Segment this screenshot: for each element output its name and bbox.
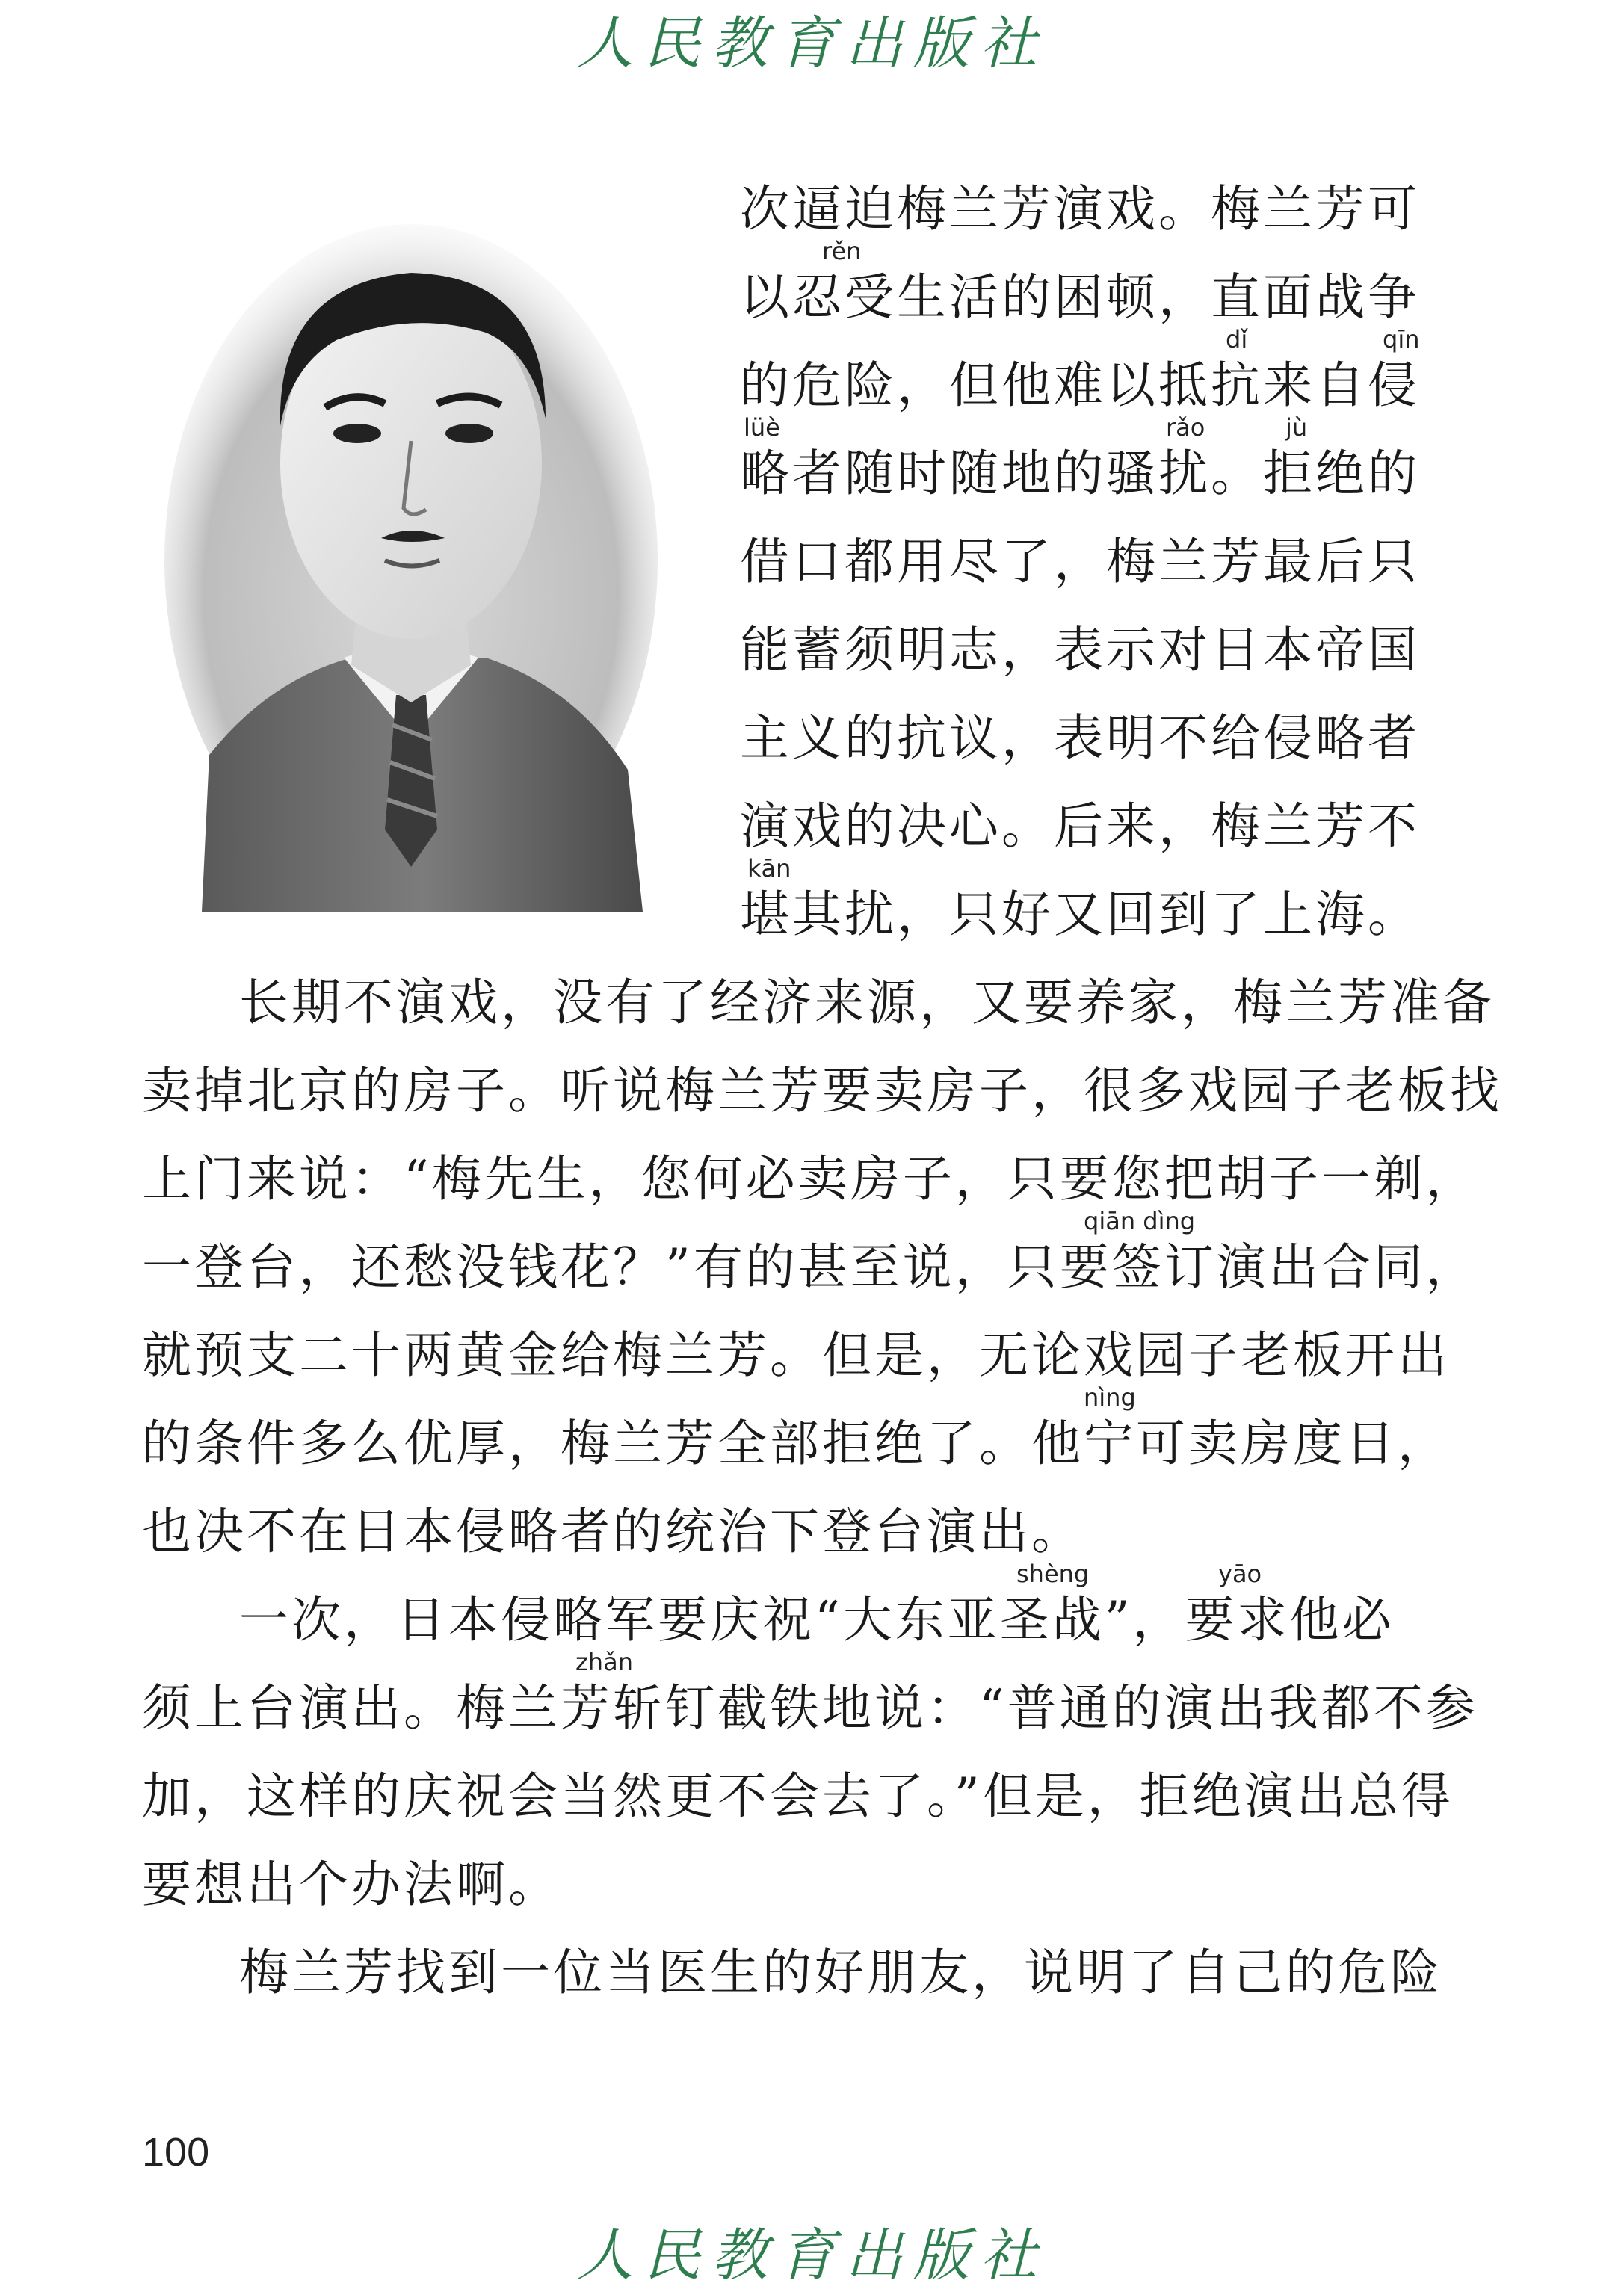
text-line: 要想出个办法啊。 (142, 1856, 561, 1913)
portrait-illustration (157, 172, 680, 912)
text-line: 堪其扰，只好又回到了上海。 (740, 886, 1420, 943)
pinyin-annotation: yāo (1218, 1560, 1262, 1588)
pinyin-annotation: kān (747, 854, 791, 883)
text-line: 次逼迫梅兰芳演戏。梅兰芳可 (740, 180, 1420, 238)
pinyin-annotation: zhǎn (575, 1648, 633, 1676)
pinyin-annotation: rǎo (1166, 413, 1205, 442)
text-line: 主义的抗议，表明不给侵略者 (740, 709, 1420, 767)
text-line: 演戏的决心。后来，梅兰芳不 (740, 797, 1420, 855)
text-line: 须上台演出。梅兰芳斩钉截铁地说：“普通的演出我都不参 (142, 1679, 1478, 1737)
text-line: 一登台，还愁没钱花？”有的甚至说，只要签订演出合同， (142, 1238, 1478, 1296)
pinyin-annotation: jù (1285, 413, 1308, 442)
text-line: 梅兰芳找到一位当医生的好朋友，说明了自己的危险 (239, 1944, 1442, 2001)
pinyin-annotation: qiān dìng (1084, 1207, 1196, 1235)
text-line: 卖掉北京的房子。听说梅兰芳要卖房子，很多戏园子老板找 (142, 1062, 1502, 1119)
text-line: 也决不在日本侵略者的统治下登台演出。 (142, 1503, 1084, 1560)
text-line: 以忍受生活的困顿，直面战争 (740, 268, 1420, 326)
pinyin-annotation: shèng (1016, 1560, 1090, 1588)
left-eye (333, 424, 381, 443)
pinyin-annotation: dǐ (1226, 325, 1248, 353)
text-line: 上门来说：“梅先生，您何必卖房子，只要您把胡子一剃， (142, 1150, 1478, 1208)
pinyin-annotation: lüè (744, 413, 780, 442)
text-line: 的条件多么优厚，梅兰芳全部拒绝了。他宁可卖房度日， (142, 1415, 1450, 1472)
page-number: 100 (142, 2130, 210, 2175)
text-line: 能蓄须明志，表示对日本帝国 (740, 621, 1420, 679)
pinyin-annotation: nìng (1084, 1383, 1136, 1412)
text-line: 的危险，但他难以抵抗来自侵 (740, 356, 1420, 414)
text-line: 加，这样的庆祝会当然更不会去了。”但是，拒绝演出总得 (142, 1767, 1454, 1825)
right-eye (445, 424, 493, 443)
pinyin-annotation: qīn (1383, 325, 1420, 353)
publisher-logo-bottom: 人民教育出版社 (576, 2222, 1048, 2288)
text-line: 略者随时随地的骚扰。拒绝的 (740, 445, 1420, 502)
text-line: 一次，日本侵略军要庆祝“大东亚圣战”，要求他必 (239, 1591, 1395, 1649)
text-line: 长期不演戏，没有了经济来源，又要养家，梅兰芳准备 (239, 974, 1495, 1031)
text-line: 就预支二十两黄金给梅兰芳。但是，无论戏园子老板开出 (142, 1326, 1450, 1384)
publisher-logo-top: 人民教育出版社 (576, 10, 1048, 76)
pinyin-annotation: rěn (822, 237, 862, 265)
text-line: 借口都用尽了，梅兰芳最后只 (740, 533, 1420, 590)
